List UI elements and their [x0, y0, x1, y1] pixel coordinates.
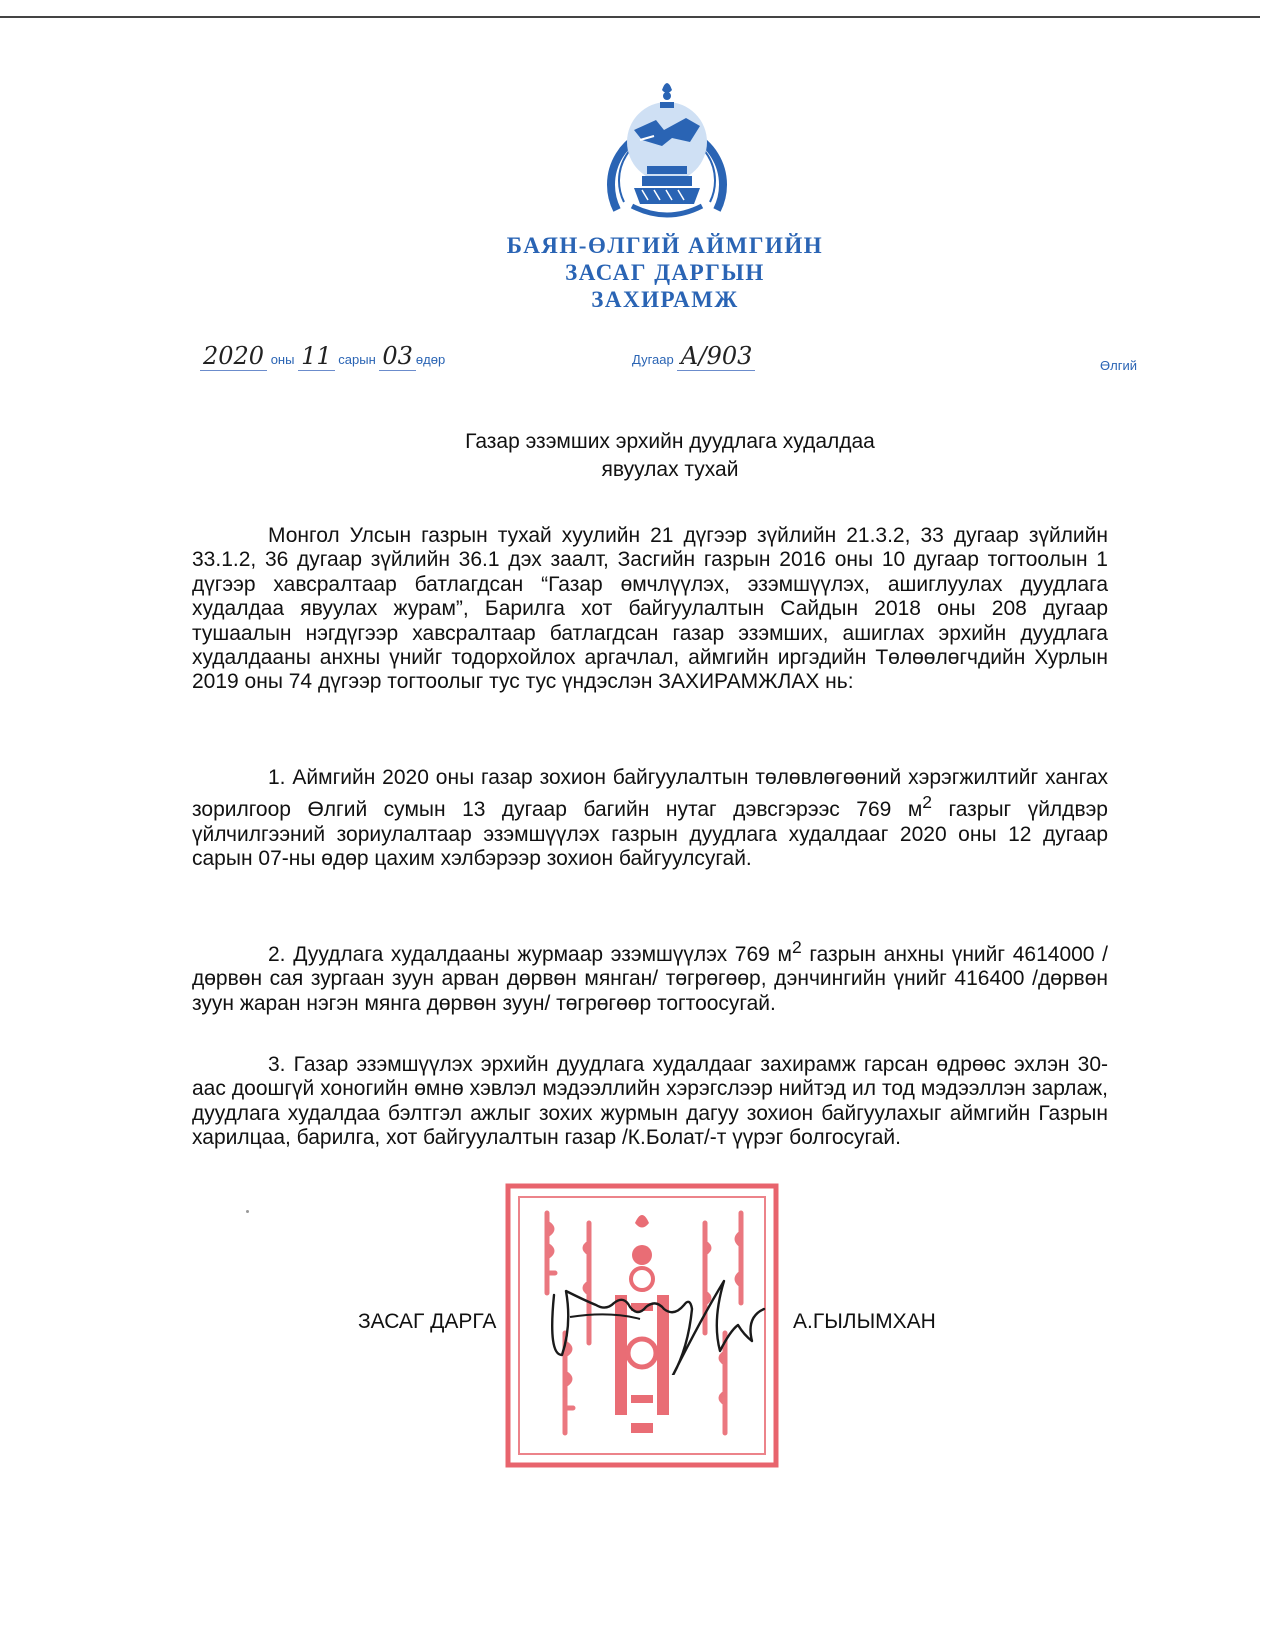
clause-2	[192, 935, 1108, 1016]
clause-1-text-b: газрыг үйлдвэр үйлчилгээний зориулалтаар эзэмшүүлэх газрын дуудлага худалдааг 2020 оны 12 дугаар сарын 07-ны өдөр цахим хэлбэрээр зохион байгуулсугай.	[192, 798, 1108, 871]
document-number	[632, 342, 755, 370]
scan-speck	[246, 1210, 249, 1213]
clause-1	[192, 766, 1108, 872]
document-date	[200, 342, 445, 370]
clause-3	[192, 1053, 1108, 1151]
preamble-paragraph	[192, 524, 1108, 695]
clause-1-superscript: 2	[922, 792, 932, 813]
clause-1-text-a: 1. Аймгийн 2020 оны газар зохион байгуулалтын төлөвлөгөөний хэрэгжилтийг хангах зорилгоор Өлгий сумын 13 дугаар багийн нутаг дэвсгэрээс 769 м	[192, 766, 1108, 822]
subject-line-2: явуулах тухай	[601, 458, 739, 481]
document-subject	[410, 428, 930, 484]
date-month: 11	[298, 342, 335, 371]
state-emblem-icon	[602, 60, 732, 228]
clause-2-text-b: газрын анхны үнийг 4614000 /дөрвөн сая зургаан зуун арван дөрвөн мянган/ төгрөгөөр, дэнчингийн үнийг 416400 /дөрвөн зуун жаран нэгэн мянга дөрвөн зуун/ төгрөгөөр тогтоосугай.	[192, 943, 1108, 1015]
org-title-line-3: ЗАХИРАМЖ	[591, 287, 739, 312]
org-title-line-1: БАЯН-ӨЛГИЙ АЙМГИЙН	[506, 233, 824, 258]
signatory-name: А.ГЫЛЫМХАН	[793, 1310, 936, 1333]
clause-2-superscript: 2	[791, 937, 802, 957]
subject-line-1: Газар эзэмших эрхийн дуудлага худалдаа	[465, 430, 875, 453]
preamble-text: Монгол Улсын газрын тухай хуулийн 21 дүгээр зүйлийн 21.3.2, 33 дугаар зүйлийн 33.1.2, 36 дугаар зүйлийн 36.1 дэх заалт, Засгийн газрын 2016 оны 10 дугаар тогтоолын 1 дүгээр хавсралтаар батлагдсан “Газар өмчлүүлэх, эзэмшүүлэх, ашиглуулах дуудлага худалдаа явуулах журам”, Барилга хот байгуулалтын Сайдын 2018 оны 208 дугаар тушаалын нэгдүгээр хавсралтаар батлагдсан газар эзэмших, ашиглах эрхийн дуудлага худалдааны анхны үнийг тодорхойлох аргачлал, аймгийн иргэдийн Төлөөлөгчдийн Хурлын 2019 оны 74 дүгээр тогтоолыг тус тус үндэслэн ЗАХИРАМЖЛАХ нь:	[192, 524, 1108, 694]
organization-title	[470, 232, 860, 313]
date-year-label: оны	[270, 352, 295, 367]
date-day: 03	[379, 342, 416, 371]
org-title-line-2: ЗАСАГ ДАРГЫН	[565, 260, 765, 285]
document-place: Өлгий	[1100, 358, 1137, 373]
clause-3-text: 3. Газар эзэмшүүлэх эрхийн дуудлага худалдааг захирамж гарсан өдрөөс эхлэн 30-аас доошгүй хоногийн өмнө хэвлэл мэдээллийн хэрэгслээр нийтэд ил тод мэдээллэн зарлаж, дуудлага худалдаа бэлтгэл ажлыг зохих журмын дагуу зохион байгуулахыг аймгийн Газрын харилцаа, барилга, хот байгуулалтын газар /К.Болат/-т үүрэг болгосугай.	[192, 1053, 1108, 1150]
date-month-label: сарын	[338, 352, 376, 367]
clause-2-text-a: 2. Дуудлага худалдааны журмаар эзэмшүүлэх 769 м	[268, 943, 792, 966]
handwritten-signature	[540, 1255, 800, 1375]
number-label: Дугаар	[632, 352, 674, 367]
date-day-label: өдөр	[415, 352, 446, 367]
top-rule	[0, 16, 1260, 18]
date-year: 2020	[200, 342, 267, 371]
number-value: А/903	[677, 342, 755, 371]
signatory-title: ЗАСАГ ДАРГА	[358, 1310, 497, 1333]
